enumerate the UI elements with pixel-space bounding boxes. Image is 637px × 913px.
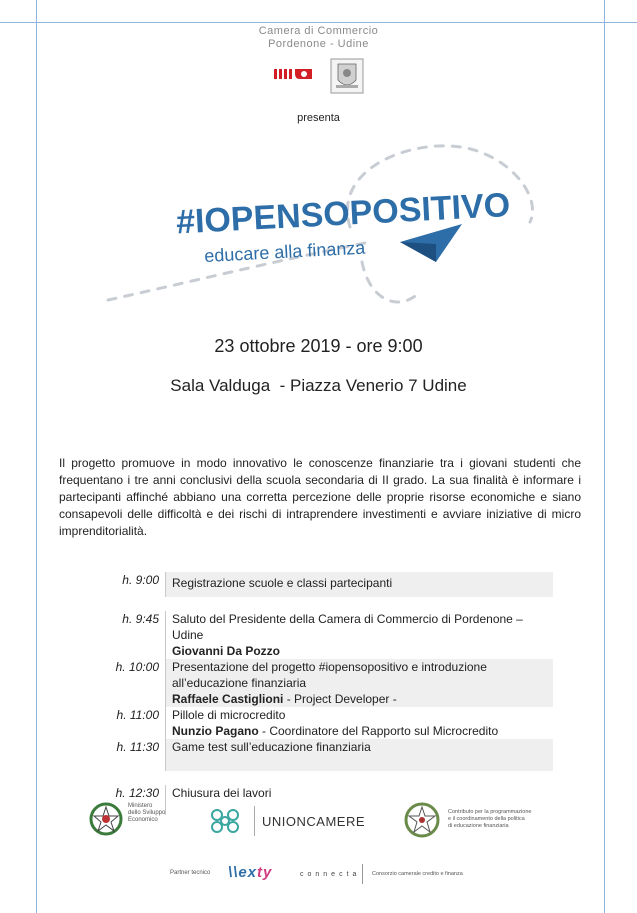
margin-guide-left xyxy=(36,0,37,913)
agenda-time: h. 9:45 xyxy=(122,612,159,626)
agenda-time: h. 11:00 xyxy=(116,708,159,722)
agenda-line: Udine xyxy=(172,628,204,642)
speaker-role: - Project Developer - xyxy=(283,692,397,706)
unioncamere-separator xyxy=(254,806,255,836)
nexty-part-a: \\ex xyxy=(228,864,258,881)
republic-line: e il coordinamento della politica xyxy=(448,816,525,822)
agenda-line: Game test sull’educazione finanziaria xyxy=(172,740,371,754)
chamber-line-1: Camera di Commercio xyxy=(258,25,379,37)
partner-label: Partner tecnico xyxy=(170,870,211,876)
agenda-row xyxy=(59,739,553,771)
speaker-role: - Coordinatore del Rapporto sul Microcredito xyxy=(258,724,499,738)
banner-hashtag: #IOPENSOPOSITIVO xyxy=(175,186,512,242)
republic-line: di educazione finanziaria xyxy=(448,823,509,829)
agenda-line: Saluto del Presidente della Camera di Commercio di Pordenone – xyxy=(172,612,523,626)
agenda-line: Registrazione scuole e classi partecipanti xyxy=(172,576,393,590)
agenda-line: all’educazione finanziaria xyxy=(172,676,307,690)
mise-label xyxy=(128,803,188,824)
agenda-row xyxy=(59,572,553,597)
chamber-red-logo xyxy=(274,67,312,81)
agenda-time: h. 12:30 xyxy=(115,786,159,800)
agenda-row xyxy=(59,707,553,739)
agenda-desc xyxy=(165,572,553,597)
paper-plane-icon xyxy=(400,224,462,262)
mise-line: Ministero xyxy=(128,803,153,809)
nexty-part-b: ty xyxy=(257,864,273,881)
unioncamere-logo-icon xyxy=(208,806,242,836)
coat-of-arms-icon xyxy=(330,58,364,94)
margin-guide-right xyxy=(604,0,605,913)
mise-line: Economico xyxy=(128,817,158,823)
banner-subtitle: educare alla finanza xyxy=(203,237,366,267)
italian-republic-emblem-icon xyxy=(402,800,442,840)
agenda-time: h. 9:00 xyxy=(122,573,159,587)
speaker-name: Nunzio Pagano xyxy=(172,724,259,738)
speaker-name: Raffaele Castiglioni xyxy=(172,692,284,706)
agenda-line xyxy=(172,723,553,739)
agenda-desc xyxy=(165,659,553,707)
partner2-label: Consorzio camerale credito e finanza xyxy=(372,871,463,877)
agenda-line: Pillole di microcredito xyxy=(172,708,286,722)
agenda-row xyxy=(59,611,553,659)
event-date: 23 ottobre 2019 - ore 9:00 xyxy=(214,336,423,356)
agenda-row xyxy=(59,659,553,707)
nexty-logo xyxy=(228,864,272,881)
agenda-time: h. 10:00 xyxy=(115,660,159,674)
intro-paragraph: Il progetto promuove in modo innovativo le conoscenze finanziarie tra i giovani studenti che frequentano i tre anni conclusivi della scuola secondaria di II grado. La sua finalità è informare i partecipanti affinché abbiano una corretta percezione delle proprie risorse economiche e siano consapevoli delle difficoltà e dei rischi di intraprendere investimenti e avviare iniziative di micro imprenditorialità. xyxy=(59,456,581,538)
partner-separator xyxy=(362,864,363,884)
agenda-line: Presentazione del progetto #iopensopositivo e introduzione xyxy=(172,660,487,674)
agenda-desc xyxy=(165,611,553,659)
event-venue: Sala Valduga - Piazza Venerio 7 Udine xyxy=(170,376,467,395)
mise-emblem-icon xyxy=(88,800,124,838)
chamber-name xyxy=(0,25,637,51)
presenta-label: presenta xyxy=(297,112,340,124)
republic-line: Contributo per la programmazione xyxy=(448,809,532,815)
agenda-desc xyxy=(165,707,553,739)
margin-guide-top xyxy=(0,22,637,23)
mise-line: dello Sviluppo xyxy=(128,810,166,816)
connecta-label: connecta xyxy=(300,871,361,878)
speaker-name: Giovanni Da Pozzo xyxy=(172,644,281,658)
agenda-line xyxy=(172,691,553,707)
iopensopositivo-banner xyxy=(100,132,540,312)
chamber-line-2: Pordenone - Udine xyxy=(268,38,369,50)
republic-label xyxy=(448,809,558,830)
agenda-line: Chiusura dei lavori xyxy=(172,786,272,800)
agenda-desc xyxy=(165,739,553,771)
agenda-table xyxy=(59,572,553,815)
agenda-time: h. 11:30 xyxy=(116,740,159,754)
unioncamere-label: UNIONCAMERE xyxy=(262,814,366,829)
